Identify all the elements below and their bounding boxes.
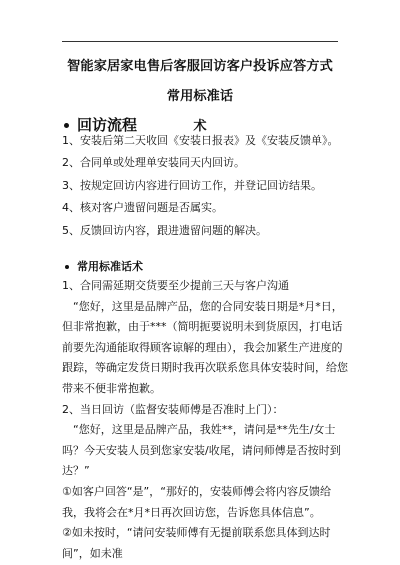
list-item: 2、合同单或处理单安装同天内回访。: [62, 156, 245, 170]
bullet-icon: [64, 123, 69, 128]
bullet-icon: [65, 265, 69, 269]
list-item: 3、按规定回访内容进行回访工作，并登记回访结果。: [62, 178, 322, 192]
section-heading-standard-scripts: [62, 258, 352, 276]
paragraph: “您好，这里是品牌产品，您的合同安装日期是*月*日，但非常抱歉，由于***（简明扼要说明未到货原因，打电话前要先沟通能取得顾客谅解的理由），我会加紧生产进度的跟踪，等确定发货日期时我再次联系您具体安装时间，给您带来不便非常抱歉。: [62, 299, 348, 395]
title-line-1: 智能家居家电售后客服回访客户投诉应答方式常用标准话: [67, 59, 333, 104]
section-heading-label: 回访流程: [77, 116, 138, 134]
list-item: 4、核对客户遗留问题是否属实。: [62, 201, 223, 215]
followup-steps-list: [62, 130, 352, 242]
top-rule: [62, 41, 338, 42]
paragraph: 2、当日回访（监督安装师傅是否准时上门）：: [62, 402, 284, 416]
paragraph: ②如未按时，“请问安装师傅有无提前联系您具体到达时间”，如未准: [62, 526, 331, 560]
section-heading-label: 常用标准话术: [77, 260, 143, 273]
list-item: 1、安装后第二天收回《安装日报表》及《安装反馈单》。: [62, 134, 339, 147]
standard-scripts-body: [62, 276, 350, 564]
list-item: 5、反馈回访内容，跟进遗留问题的解决。: [62, 223, 267, 237]
paragraph: “您好，这里是品牌产品，我姓**，请问是**先生/女士吗？今天安装人员到您家安装/收尾，请问师傅是否按时到达？”: [62, 423, 341, 478]
paragraph: ①如客户回答“是”，“那好的，安装师傅会将内容反馈给我，我将会在*月*日再次回访您，告诉您具体信息”。: [62, 484, 331, 519]
paragraph: 1、合同需延期交货要至少提前三天与客户沟通: [62, 279, 289, 292]
title-line-2: 术: [193, 119, 207, 134]
